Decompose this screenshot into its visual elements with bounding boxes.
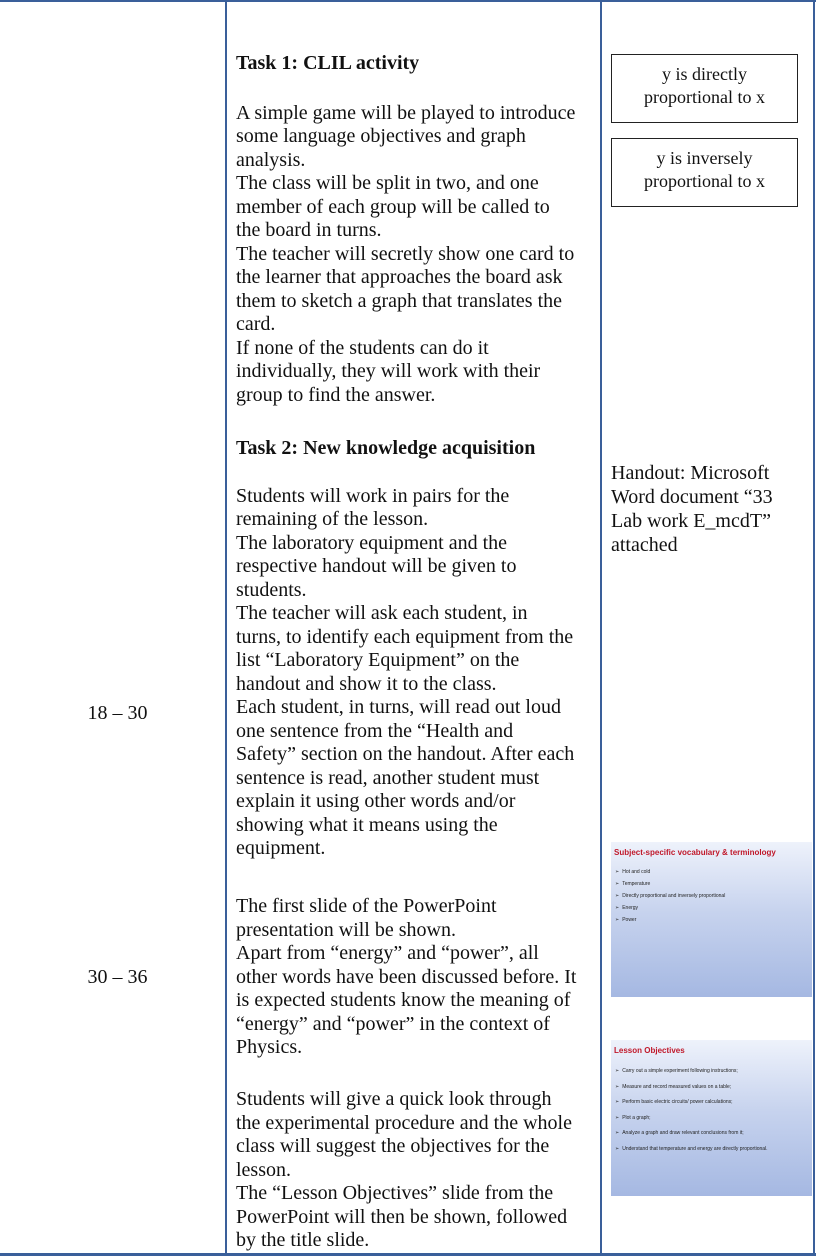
task2-line: sentence is read, another student must — [236, 766, 540, 789]
task2-line: Safety” section on the handout. After each — [236, 743, 575, 765]
para3-line: The first slide of the PowerPoint — [236, 895, 497, 917]
task2-line: equipment. — [236, 837, 326, 859]
handout-line: Word document “33 — [611, 486, 773, 508]
table-top-border — [0, 0, 816, 2]
card-line: y is directly — [662, 64, 747, 84]
task1-line: A simple game will be played to introduce — [236, 101, 576, 124]
task2-line: The laboratory equipment and the — [236, 531, 508, 554]
objectives-block — [236, 1088, 596, 1253]
slide-objectives-title: Lesson Objectives — [614, 1046, 685, 1055]
slide-vocabulary-thumbnail — [611, 842, 812, 997]
task1-line: the board in turns. — [236, 219, 382, 241]
slide-objective-item: ➢ Plot a graph; — [615, 1114, 651, 1121]
para4-line: the experimental procedure and the whole — [236, 1111, 572, 1134]
para3-line: other words have been discussed before. It — [236, 965, 577, 988]
slide-vocab-list — [615, 866, 725, 926]
task1-line: analysis. — [236, 148, 306, 171]
para3-line: presentation will be shown. — [236, 918, 456, 941]
slide-objective-item: ➢ Measure and record measured values on a table; — [615, 1083, 732, 1090]
arrow-bullet-icon: ➢ — [615, 881, 620, 887]
task2-line: remaining of the lesson. — [236, 508, 429, 530]
task2-line: turns, to identify each equipment from the — [236, 625, 574, 648]
task2-title: Task 2: New knowledge acquisition — [236, 437, 536, 459]
column-divider-right — [600, 0, 602, 1254]
task1-line: The teacher will secretly show one card to — [236, 242, 575, 265]
task2-line: handout and show it to the class. — [236, 672, 497, 695]
card-inversely-proportional — [611, 138, 798, 207]
slide-vocab-item: ➢ Energy — [615, 905, 639, 911]
slide-vocab-title: Subject-specific vocabulary & terminology — [614, 848, 776, 857]
arrow-bullet-icon: ➢ — [615, 1083, 620, 1090]
handout-line: Handout: Microsoft — [611, 462, 770, 484]
slide-intro-block — [236, 895, 596, 1060]
task2-block — [236, 437, 596, 861]
task1-line: If none of the students can do it — [236, 336, 489, 359]
task1-line: card. — [236, 313, 276, 335]
arrow-bullet-icon: ➢ — [615, 905, 620, 911]
arrow-bullet-icon: ➢ — [615, 1114, 620, 1121]
para4-line: PowerPoint will then be shown, followed — [236, 1205, 568, 1228]
slide-objective-item: ➢ Carry out a simple experiment following instructions; — [615, 1068, 738, 1074]
task1-line: member of each group will be called to — [236, 195, 550, 218]
slide-objective-item: ➢ Understand that temperature and energy are directly proportional. — [615, 1145, 768, 1152]
card-line: y is inversely — [656, 148, 753, 168]
handout-line: Lab work E_mcdT” — [611, 510, 771, 532]
task1-title: Task 1: CLIL activity — [236, 52, 420, 74]
arrow-bullet-icon: ➢ — [615, 1145, 620, 1152]
task1-line: individually, they will work with their — [236, 360, 541, 382]
card-line: proportional to x — [644, 171, 765, 191]
para3-line: Physics. — [236, 1036, 303, 1058]
task2-line: The teacher will ask each student, in — [236, 602, 528, 624]
task1-line: the learner that approaches the board ask — [236, 266, 563, 288]
time-18-30: 18 – 30 — [87, 702, 148, 724]
column-divider-left — [225, 0, 227, 1254]
slide-objectives-thumbnail — [611, 1040, 812, 1196]
task1-block — [236, 52, 596, 407]
para3-line: is expected students know the meaning of — [236, 989, 571, 1011]
task2-line: students. — [236, 578, 307, 601]
para4-line: by the title slide. — [236, 1229, 370, 1251]
table-right-border — [813, 0, 815, 1254]
card-directly-proportional — [611, 54, 798, 123]
slide-vocab-item: ➢ Directly proportional and inversely proportional — [615, 893, 726, 899]
task1-line: The class will be split in two, and one — [236, 172, 539, 194]
slide-vocab-item: ➢ Temperature — [615, 881, 651, 887]
slide-objective-item: ➢ Analyze a graph and draw relevant conclusions from it; — [615, 1130, 744, 1136]
arrow-bullet-icon: ➢ — [615, 1068, 620, 1074]
arrow-bullet-icon: ➢ — [615, 893, 620, 899]
task2-line: Students will work in pairs for the — [236, 484, 510, 507]
slide-vocab-item: ➢ Power — [615, 917, 637, 923]
para4-line: Students will give a quick look through — [236, 1088, 552, 1110]
task2-line: explain it using other words and/or — [236, 790, 516, 812]
para4-line: lesson. — [236, 1158, 291, 1181]
handout-line: attached — [611, 534, 678, 556]
slide-vocab-item: ➢ Hot and cold — [615, 869, 651, 875]
task1-line: group to find the answer. — [236, 383, 436, 406]
slide-objective-item: ➢ Perform basic electric circuits/ power calculations; — [615, 1099, 733, 1105]
card-line: proportional to x — [644, 87, 765, 107]
arrow-bullet-icon: ➢ — [615, 869, 620, 875]
para4-line: class will suggest the objectives for the — [236, 1135, 550, 1157]
task1-line: some language objectives and graph — [236, 125, 526, 147]
time-30-36: 30 – 36 — [87, 966, 148, 988]
task2-line: list “Laboratory Equipment” on the — [236, 649, 520, 671]
arrow-bullet-icon: ➢ — [615, 1130, 620, 1136]
task2-line: respective handout will be given to — [236, 555, 517, 577]
para3-line: “energy” and “power” in the context of — [236, 1012, 550, 1035]
task1-line: them to sketch a graph that translates the — [236, 289, 563, 312]
para4-line: The “Lesson Objectives” slide from the — [236, 1182, 554, 1204]
slide-objectives-list — [615, 1064, 768, 1157]
task2-line: one sentence from the “Health and — [236, 719, 514, 742]
table-bottom-border — [0, 1253, 816, 1256]
handout-note — [611, 461, 811, 557]
task2-line: showing what it means using the — [236, 813, 498, 836]
task2-line: Each student, in turns, will read out loud — [236, 696, 561, 718]
arrow-bullet-icon: ➢ — [615, 917, 620, 923]
para3-line: Apart from “energy” and “power”, all — [236, 942, 539, 964]
arrow-bullet-icon: ➢ — [615, 1099, 620, 1105]
